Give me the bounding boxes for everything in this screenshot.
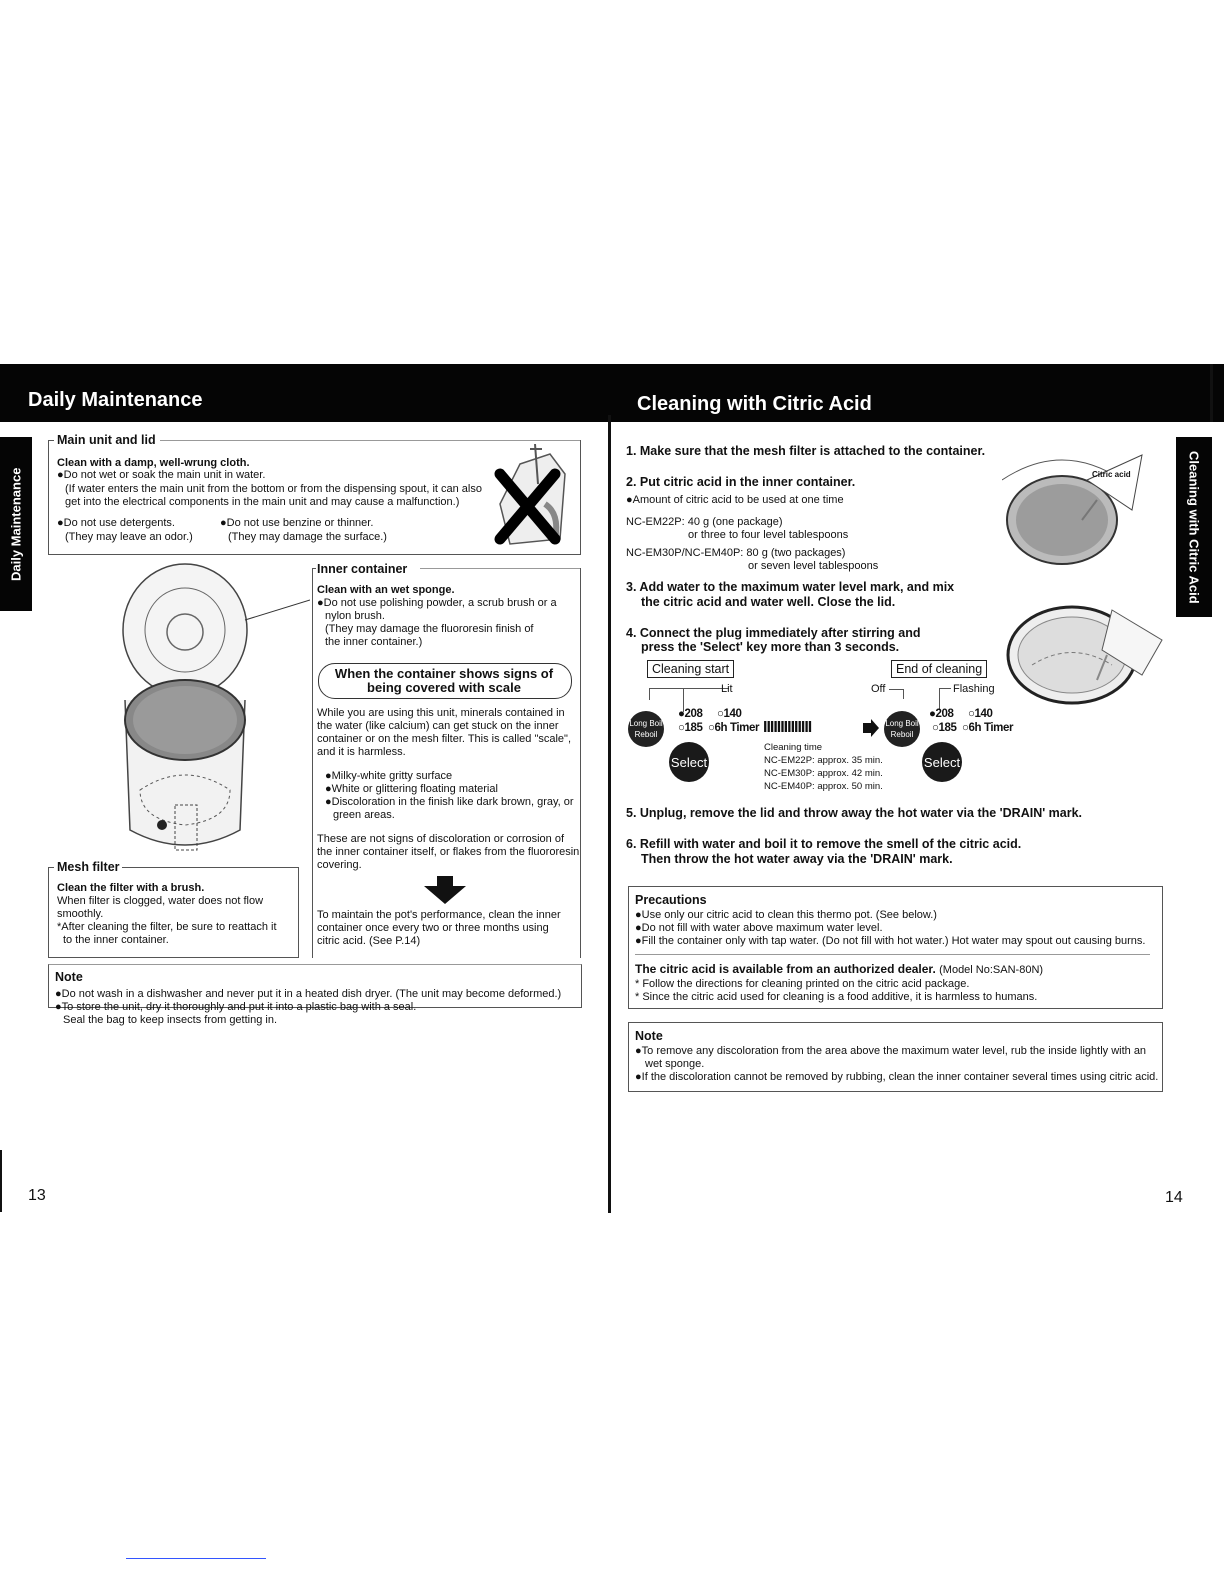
mesh-filter-line2: smoothly. — [57, 908, 104, 920]
left-note-title: Note — [55, 970, 83, 984]
water-pour-illustration — [1002, 580, 1172, 710]
main-unit-instruction: Clean with a damp, well-wrung cloth. — [57, 457, 250, 469]
step-4a: 4. Connect the plug immediately after stirring and — [626, 626, 921, 640]
em22-alt: or three to four level tablespoons — [688, 529, 849, 541]
cleaning-time-em30: NC-EM30P: approx. 42 min. — [764, 768, 883, 779]
temp-140-start: ○140 — [717, 708, 742, 720]
main-unit-bullet3-note: (They may damage the surface.) — [228, 531, 387, 543]
side-tab-label: Cleaning with Citric Acid — [1186, 450, 1202, 604]
right-note-line2: ●If the discoloration cannot be removed by rubbing, clean the inner container several times using citric acid. — [635, 1071, 1159, 1083]
right-note-line1a: ●To remove any discoloration from the area above the maximum water level, rub the inside lightly with an — [635, 1045, 1147, 1057]
step-5: 5. Unplug, remove the lid and throw away the hot water via the 'DRAIN' mark. — [626, 806, 1083, 820]
main-unit-bullet2-note: (They may leave an odor.) — [65, 531, 193, 543]
header-edge — [1210, 364, 1213, 422]
citric-acid-label: Citric acid — [1092, 470, 1131, 479]
precaution-3: ●Fill the container only with tap water. (Do not fill with hot water.) Hot water may spout out causing burns. — [635, 935, 1146, 947]
cleaning-time-em40: NC-EM40P: approx. 50 min. — [764, 781, 883, 792]
precautions-title: Precautions — [635, 893, 707, 907]
inner-bullet-c: (They may damage the fluororesin finish of — [325, 623, 534, 635]
flashing-label: Flashing — [953, 683, 995, 695]
temp-208-end: ●208 — [929, 708, 954, 720]
dealer-title: The citric acid is available from an authorized dealer. — [635, 962, 936, 976]
bottom-rule — [126, 1558, 266, 1559]
scale-p3-a: To maintain the pot's performance, clean the inner — [317, 909, 561, 921]
box-rule — [312, 568, 313, 958]
precautions-divider — [635, 954, 1150, 955]
indicator-line — [649, 688, 650, 700]
dealer-model: (Model No:SAN-80N) — [939, 964, 1044, 976]
sign-3a: ●Discoloration in the finish like dark brown, gray, or — [325, 796, 574, 808]
box-rule — [580, 440, 581, 554]
end-of-cleaning-label: End of cleaning — [891, 660, 987, 678]
left-page-title: Daily Maintenance — [28, 389, 203, 411]
scale-heading-a: When the container shows signs of — [334, 666, 554, 681]
indicator-line — [903, 689, 904, 699]
indicator-line — [939, 688, 940, 710]
long-boil-text: Long Boil — [885, 719, 919, 728]
scale-p1-b: the water (like calcium) can get stuck on the inner — [317, 720, 559, 732]
sign-1: ●Milky-white gritty surface — [325, 770, 453, 782]
dealer-line — [635, 962, 1043, 976]
step-3a: 3. Add water to the maximum water level mark, and mix — [626, 580, 955, 594]
step-6a: 6. Refill with water and boil it to remove the smell of the citric acid. — [626, 837, 1022, 851]
temp-185-end: ○185 — [932, 722, 957, 734]
mesh-filter-line1: When filter is clogged, water does not flow — [57, 895, 264, 907]
side-tab-cleaning-citric[interactable] — [1176, 437, 1212, 617]
timer-6h-end: ○6h Timer — [962, 722, 1014, 734]
box-rule — [122, 867, 298, 868]
reboil-text: Reboil — [634, 730, 658, 739]
left-note-line3: Seal the bag to keep insects from getting in. — [63, 1014, 278, 1026]
inner-bullet-d: the inner container.) — [325, 636, 423, 648]
box-rule — [48, 867, 49, 957]
inner-bullet-b: nylon brush. — [325, 610, 385, 622]
box-rule — [298, 867, 299, 957]
scale-p2-a: These are not signs of discoloration or corrosion of — [317, 833, 565, 845]
dealer-note-2: * Since the citric acid used for cleaning is a food additive, it is harmless to humans. — [635, 991, 1038, 1003]
scale-p1-c: container or on the mesh filter. This is called "scale", — [317, 733, 572, 745]
mesh-filter-title: Mesh filter — [57, 860, 120, 874]
box-rule — [48, 440, 54, 441]
temp-208-start: ●208 — [678, 708, 703, 720]
side-tab-label: Daily Maintenance — [8, 467, 24, 581]
scale-p1-d: and it is harmless. — [317, 746, 406, 758]
inner-container-title: Inner container — [317, 562, 408, 576]
sign-3b: green areas. — [333, 809, 395, 821]
indicator-line — [939, 688, 951, 689]
mesh-filter-line3: *After cleaning the filter, be sure to reattach it — [57, 921, 277, 933]
box-rule — [160, 440, 580, 441]
long-boil-text: Long Boil — [629, 719, 663, 728]
left-edge-mark — [0, 1150, 2, 1212]
left-note-line2: ●To store the unit, dry it thoroughly and put it into a plastic bag with a seal. — [55, 1001, 417, 1013]
temp-185-start: ○185 — [678, 722, 703, 734]
down-arrow-icon — [424, 876, 466, 904]
scale-p2-b: the inner container itself, or flakes from the fluororesin — [317, 846, 580, 858]
inner-bullet-a: ●Do not use polishing powder, a scrub brush or a — [317, 597, 557, 609]
box-rule — [48, 957, 299, 958]
temp-140-end: ○140 — [968, 708, 993, 720]
select-button-start[interactable]: Select — [669, 742, 709, 782]
main-unit-bullet1: ●Do not wet or soak the main unit in water. — [57, 469, 266, 481]
indicator-line — [649, 688, 729, 689]
off-label: Off — [871, 683, 886, 695]
main-unit-title: Main unit and lid — [57, 433, 156, 447]
box-rule — [312, 568, 316, 569]
right-arrow-icon — [863, 719, 879, 737]
long-boil-reboil-button-start[interactable] — [628, 711, 664, 747]
step-4b: press the 'Select' key more than 3 seconds. — [641, 640, 900, 654]
precaution-2: ●Do not fill with water above maximum water level. — [635, 922, 883, 934]
center-divider — [608, 415, 611, 1213]
sign-2: ●White or glittering floating material — [325, 783, 498, 795]
lit-label: Lit — [721, 683, 733, 695]
left-note-line1: ●Do not wash in a dishwasher and never put it in a heated dish dryer. (The unit may become deformed.) — [55, 988, 562, 1000]
em30-amount: NC-EM30P/NC-EM40P: 80 g (two packages) — [626, 547, 846, 559]
scale-p2-c: covering. — [317, 859, 362, 871]
right-page-title: Cleaning with Citric Acid — [637, 393, 872, 415]
indicator-line — [889, 689, 903, 690]
scale-heading-b: being covered with scale — [367, 680, 521, 695]
step-6b: Then throw the hot water away via the 'DRAIN' mark. — [641, 852, 953, 866]
long-boil-reboil-button-end[interactable] — [884, 711, 920, 747]
mesh-filter-instruction: Clean the filter with a brush. — [57, 882, 205, 894]
step-2-bullet: ●Amount of citric acid to be used at one time — [626, 494, 844, 506]
precaution-1: ●Use only our citric acid to clean this thermo pot. (See below.) — [635, 909, 937, 921]
scale-p3-c: citric acid. (See P.14) — [317, 935, 421, 947]
step-2: 2. Put citric acid in the inner container. — [626, 475, 856, 489]
page-number-left: 13 — [28, 1187, 46, 1204]
em30-alt: or seven level tablespoons — [748, 560, 879, 572]
main-unit-bullet3: ●Do not use benzine or thinner. — [220, 517, 374, 529]
cleaning-start-label: Cleaning start — [647, 660, 734, 678]
select-button-end[interactable]: Select — [922, 742, 962, 782]
main-unit-note-a: (If water enters the main unit from the bottom or from the dispensing spout, it can also — [65, 483, 482, 495]
side-tab-daily-maintenance[interactable] — [0, 437, 32, 611]
right-note-line1b: wet sponge. — [645, 1058, 705, 1070]
dealer-note-1: * Follow the directions for cleaning printed on the citric acid package. — [635, 978, 970, 990]
mesh-filter-line4: to the inner container. — [63, 934, 169, 946]
thermo-pot-illustration — [110, 560, 310, 890]
timer-6h-start: ○6h Timer — [708, 722, 760, 734]
reboil-text: Reboil — [890, 730, 914, 739]
box-rule — [420, 568, 580, 569]
box-rule — [48, 554, 581, 555]
page-number-right: 14 — [1165, 1189, 1183, 1206]
scale-p3-b: container once every two or three months using — [317, 922, 549, 934]
no-water-illustration — [490, 444, 580, 552]
main-unit-note-b: get into the electrical components in the main unit and may cause a malfunction.) — [65, 496, 460, 508]
right-note-title: Note — [635, 1029, 663, 1043]
step-1: 1. Make sure that the mesh filter is attached to the container. — [626, 444, 986, 458]
box-rule — [580, 568, 581, 958]
em22-amount: NC-EM22P: 40 g (one package) — [626, 516, 783, 528]
cleaning-time-em22: NC-EM22P: approx. 35 min. — [764, 755, 883, 766]
box-rule — [48, 867, 54, 868]
inner-container-instruction: Clean with an wet sponge. — [317, 584, 455, 596]
box-rule — [48, 440, 49, 554]
step-3b: the citric acid and water well. Close the lid. — [641, 595, 896, 609]
main-unit-bullet2: ●Do not use detergents. — [57, 517, 175, 529]
progress-bars: IIIIIIIIIIIIII — [763, 719, 812, 736]
cleaning-time-title: Cleaning time — [764, 742, 823, 753]
citric-acid-pour-illustration — [1002, 440, 1172, 570]
scale-p1-a: While you are using this unit, minerals contained in — [317, 707, 565, 719]
